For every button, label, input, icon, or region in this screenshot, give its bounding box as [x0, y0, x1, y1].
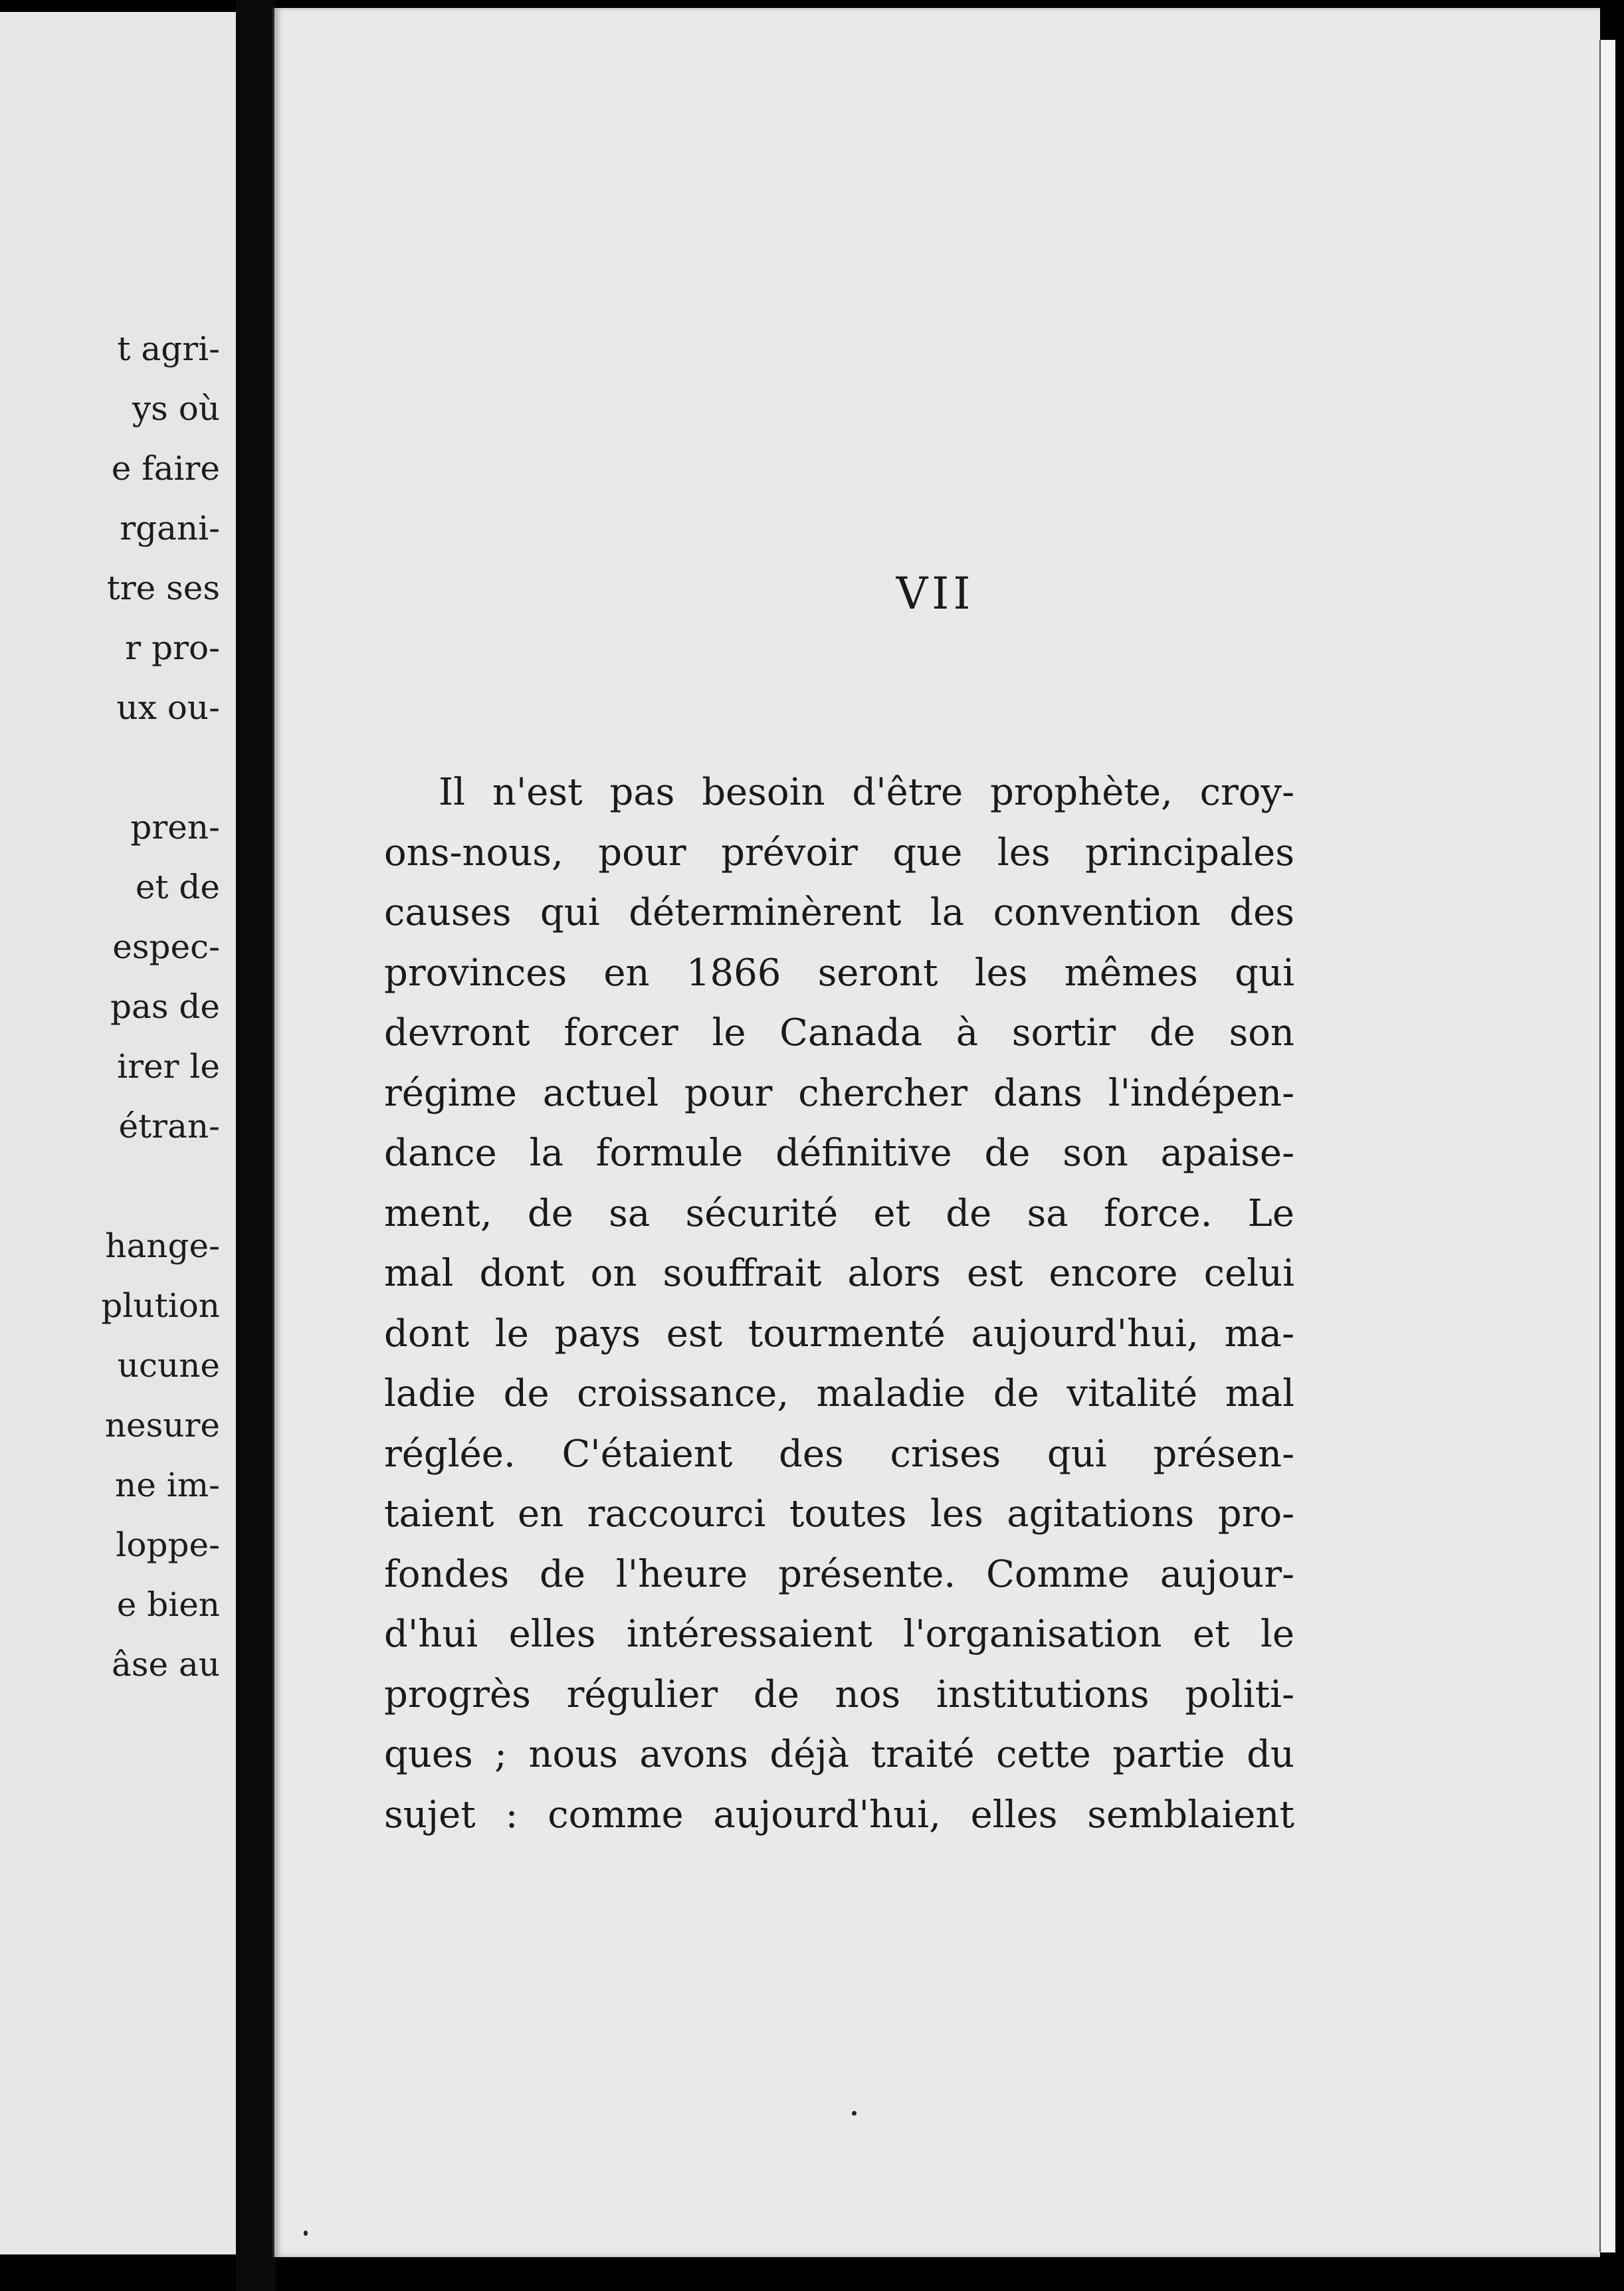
left-page-text-fragments — [0, 319, 220, 1694]
body-line: causes qui déterminèrent la convention des — [384, 891, 1294, 934]
left-page-line: étran- — [118, 1107, 220, 1146]
left-page-line: âse au — [112, 1645, 220, 1684]
left-page-line: rgani- — [120, 509, 220, 548]
left-page-line: ys où — [132, 389, 220, 428]
body-line: progrès régulier de nos institutions politi- — [384, 1672, 1294, 1716]
body-line: devront forcer le Canada à sortir de son — [384, 1011, 1294, 1054]
left-page-line: pren- — [130, 808, 220, 847]
left-page-line: tre ses — [106, 569, 220, 607]
body-line: ons-nous, pour prévoir que les principales — [384, 831, 1294, 874]
body-line: ques ; nous avons déjà traité cette partie du — [384, 1733, 1294, 1776]
left-page-line: loppe- — [116, 1526, 220, 1564]
scan-speck — [852, 2111, 857, 2116]
left-page-line: ux ou- — [116, 688, 220, 727]
left-page-line: t agri- — [117, 330, 220, 368]
left-page-line: e bien — [116, 1585, 220, 1624]
left-page-line: ucune — [117, 1346, 220, 1385]
left-page-line: nesure — [104, 1406, 220, 1444]
body-line: sujet : comme aujourd'hui, elles semblaient — [384, 1793, 1294, 1837]
book-gutter — [236, 0, 276, 2291]
left-page-line: e faire — [111, 449, 220, 488]
page-edge — [1599, 40, 1615, 2252]
body-line: taient en raccourci toutes les agitations pro- — [384, 1492, 1294, 1536]
left-page-line: hange- — [105, 1227, 220, 1265]
left-page-line: r pro- — [125, 629, 220, 667]
body-line: ment, de sa sécurité et de sa force. Le — [384, 1191, 1294, 1235]
body-line: dont le pays est tourmenté aujourd'hui, ma- — [384, 1312, 1294, 1355]
left-page-line — [0, 1156, 220, 1216]
left-page-line: plution — [101, 1286, 220, 1325]
left-page-line: pas de — [110, 987, 220, 1026]
body-paragraph — [384, 763, 1294, 1845]
body-line: dance la formule définitive de son apaise- — [384, 1132, 1294, 1175]
scan-speck — [304, 2231, 308, 2236]
left-page-line: irer le — [117, 1047, 220, 1086]
chapter-number: VII — [896, 568, 975, 619]
left-page-line — [0, 738, 220, 797]
body-line: provinces en 1866 seront les mêmes qui — [384, 951, 1294, 995]
left-facing-page — [0, 12, 237, 2254]
body-line: d'hui elles intéressaient l'organisation et le — [384, 1613, 1294, 1656]
left-page-line: ne im- — [115, 1466, 220, 1504]
body-line: fondes de l'heure présente. Comme aujour- — [384, 1552, 1294, 1596]
body-line: mal dont on souffrait alors est encore celui — [384, 1252, 1294, 1295]
left-page-line: espec- — [112, 928, 220, 966]
left-page-line: et de — [135, 868, 220, 906]
body-line: ladie de croissance, maladie de vitalité mal — [384, 1372, 1294, 1415]
body-line: Il n'est pas besoin d'être prophète, croy- — [439, 771, 1294, 814]
body-line: réglée. C'étaient des crises qui présen- — [384, 1432, 1294, 1476]
body-line: régime actuel pour chercher dans l'indépen- — [384, 1071, 1294, 1115]
